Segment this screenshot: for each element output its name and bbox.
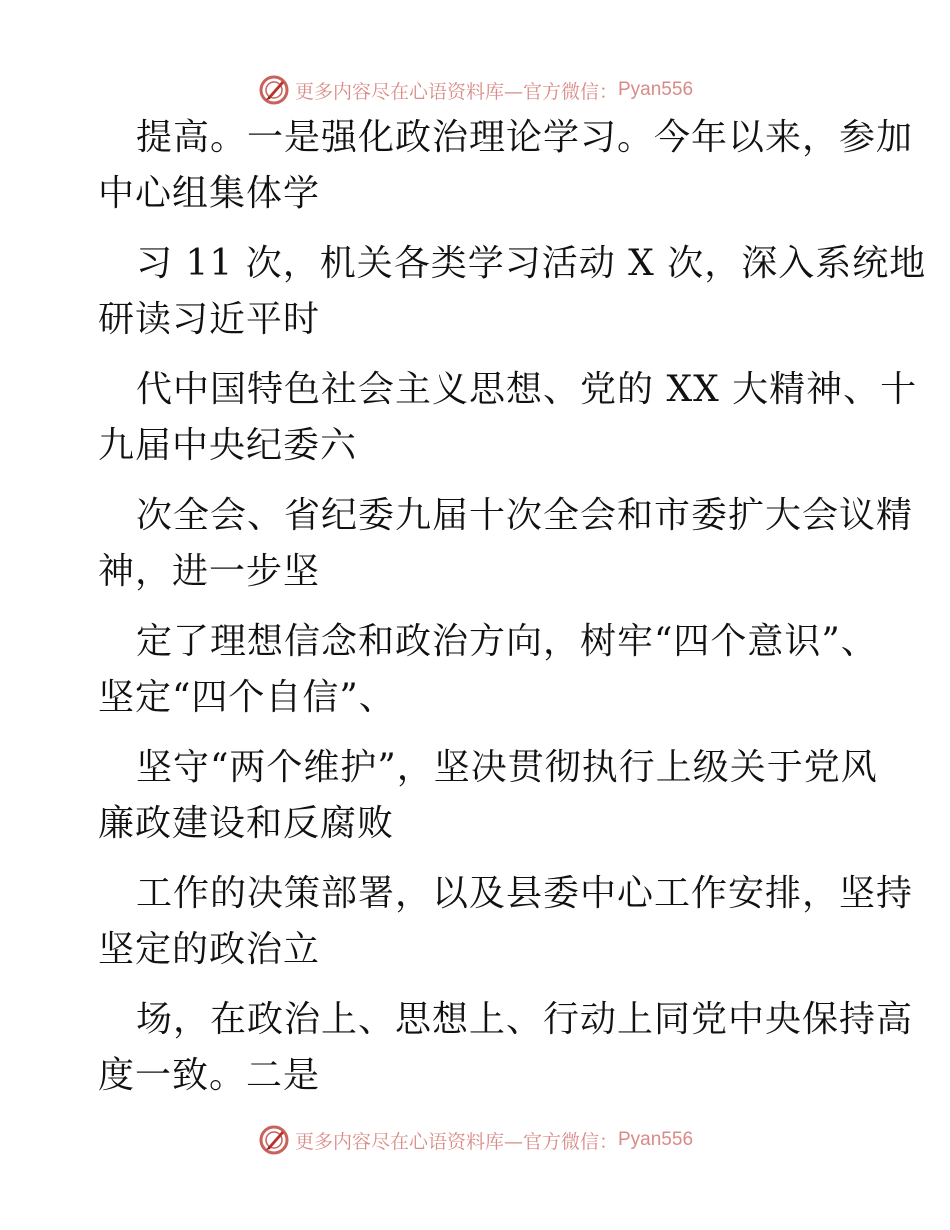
paragraph-line-group [98, 621, 878, 718]
paragraph-line-group [98, 495, 914, 592]
paragraph-line-group [98, 369, 918, 466]
banner-text: 更多内容尽在心语资料库—官方微信： [294, 80, 618, 103]
text-line: 坚定的政治立 [98, 929, 321, 970]
text-line: 场，在政治上、思想上、行动上同党中央保持高 [136, 999, 914, 1040]
text-line: 代中国特色社会主义思想、党的 XX 大精神、十 [136, 369, 918, 410]
text-line: 九届中央纪委六 [98, 425, 358, 466]
document-body [98, 117, 927, 1096]
text-line: 次全会、省纪委九届十次全会和市委扩大会议精 [136, 495, 914, 536]
text-line: 提高。一是强化政治理论学习。今年以来，参加 [136, 117, 914, 158]
quill-pen-circle-icon [257, 73, 291, 107]
quill-pen-circle-icon [257, 1123, 291, 1157]
text-line: 坚定“四个自信”、 [98, 677, 396, 718]
header-watermark-banner [0, 70, 950, 110]
text-line: 坚守“两个维护”，坚决贯彻执行上级关于党风 [136, 747, 878, 788]
paragraph-line-group [98, 999, 914, 1096]
text-line: 工作的决策部署，以及县委中心工作安排，坚持 [136, 873, 914, 914]
paragraph-line-group [98, 747, 878, 844]
footer-watermark-banner [0, 1120, 950, 1160]
text-line: 定了理想信念和政治方向，树牢“四个意识”、 [136, 621, 878, 662]
paragraph-line-group [98, 243, 927, 340]
text-line: 中心组集体学 [98, 173, 321, 214]
paragraph-line-group [98, 117, 914, 214]
text-line: 习 11 次，机关各类学习活动 X 次，深入系统地 [136, 243, 927, 284]
text-line: 研读习近平时 [98, 299, 321, 340]
wechat-id: Pyan556 [618, 1129, 694, 1150]
text-line: 度一致。二是 [98, 1055, 321, 1096]
wechat-id: Pyan556 [618, 79, 694, 100]
text-line: 廉政建设和反腐败 [98, 803, 395, 844]
banner-text: 更多内容尽在心语资料库—官方微信： [294, 1130, 618, 1153]
text-line: 神，进一步坚 [98, 551, 321, 592]
paragraph-line-group [98, 873, 914, 970]
